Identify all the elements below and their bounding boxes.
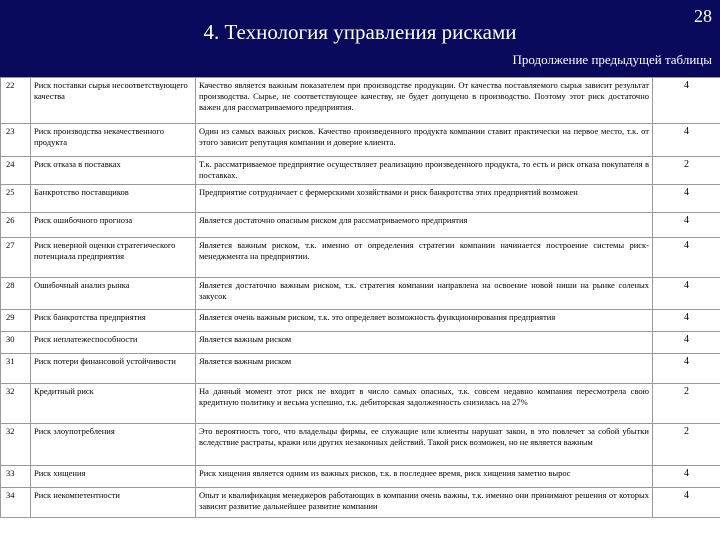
risk-description: Является достаточно опасным риском для рассматриваемого предприятия: [196, 213, 653, 238]
risk-score: 2: [653, 384, 720, 424]
risk-name: Риск отказа в поставках: [31, 157, 196, 185]
risk-description: Риск хищения является одним из важных рисков, т.к. в последнее время, риск хищения заметно вырос: [196, 466, 653, 488]
row-number: 24: [1, 157, 31, 185]
risk-name: Риск хищения: [31, 466, 196, 488]
risk-name: Риск неверной оценки стратегического потенциала предприятия: [31, 238, 196, 278]
risk-score: 4: [653, 466, 720, 488]
table-row: [1, 78, 720, 124]
table-row: [1, 238, 720, 278]
row-number: 26: [1, 213, 31, 238]
risk-name: Ошибочный анализ рынка: [31, 278, 196, 310]
table-row: [1, 488, 720, 518]
risk-score: 2: [653, 157, 720, 185]
risk-name: Риск некомпетентности: [31, 488, 196, 518]
row-number: 28: [1, 278, 31, 310]
risk-score: 4: [653, 278, 720, 310]
risk-description: Т.к. рассматриваемое предприятие осуществляет реализацию произведенного продукта, то есть и риск отказа покупателя в поставках.: [196, 157, 653, 185]
risk-score: 4: [653, 332, 720, 354]
risk-name: Риск поставки сырья несоответствующего качества: [31, 78, 196, 124]
row-number: 33: [1, 466, 31, 488]
table-row: [1, 185, 720, 213]
row-number: 32: [1, 384, 31, 424]
risk-score: 4: [653, 354, 720, 384]
row-number: 32: [1, 424, 31, 466]
row-number: 31: [1, 354, 31, 384]
risk-score: 4: [653, 488, 720, 518]
risk-name: Риск неплатежеспособности: [31, 332, 196, 354]
table-row: [1, 124, 720, 157]
risk-description: Качество является важным показателем при производстве продукции. От качества поставляемого сырья зависит результат производства. Сырье, не соответствующее качеству, не будет допущено в производство. Поэтому этот риск достаточно важен для рассматриваемого предприятия.: [196, 78, 653, 124]
slide-title: 4. Технология управления рисками: [203, 20, 517, 44]
risk-score: 4: [653, 213, 720, 238]
risk-name: Риск потери финансовой устойчивости: [31, 354, 196, 384]
risk-name: Риск банкротства предприятия: [31, 310, 196, 332]
risk-description: Является достаточно важным риском, т.к. стратегия компании направлена на освоение новой ниши на рынке соленых закусок: [196, 278, 653, 310]
risk-description: Является важным риском: [196, 332, 653, 354]
table-row: [1, 384, 720, 424]
risk-description: Является важным риском, т.к. именно от определения стратегии компании начинается построение системы риск-менеджмента на предприятии.: [196, 238, 653, 278]
row-number: 29: [1, 310, 31, 332]
risk-description: Это вероятность того, что владельцы фирмы, ее служащие или клиенты нарушат закон, в это повлечет за собой убытки вследствие растраты, кражи или других незаконных действий. Такой риск возможен, но не является важным: [196, 424, 653, 466]
table-row: [1, 310, 720, 332]
slide-header: [0, 0, 720, 77]
risk-score: 4: [653, 78, 720, 124]
table-row: [1, 354, 720, 384]
risk-description: Один из самых важных рисков. Качество произведенного продукта компании ставит практически на первое место, т.к. от этого зависит репутация компании и доверие клиента.: [196, 124, 653, 157]
risk-score: 4: [653, 310, 720, 332]
risk-name: Риск злоупотребления: [31, 424, 196, 466]
table-row: [1, 332, 720, 354]
row-number: 27: [1, 238, 31, 278]
risk-score: 4: [653, 124, 720, 157]
row-number: 23: [1, 124, 31, 157]
row-number: 25: [1, 185, 31, 213]
risk-description: Является очень важным риском, т.к. это определяет возможность функционирования предприятия: [196, 310, 653, 332]
risk-table: [0, 77, 720, 518]
risk-score: 2: [653, 424, 720, 466]
page-number: 28: [694, 6, 712, 26]
table-row: [1, 278, 720, 310]
risk-description: На данный момент этот риск не входит в число самых опасных, т.к. совсем недавно компания пересмотрела свою кредитную политику и весьма успешно, т.к. дебиторская задолженность снизилась на 27%: [196, 384, 653, 424]
risk-score: 4: [653, 238, 720, 278]
table-row: [1, 424, 720, 466]
table-row: [1, 213, 720, 238]
row-number: 22: [1, 78, 31, 124]
row-number: 34: [1, 488, 31, 518]
risk-description: Предприятие сотрудничает с фермерскими хозяйствами и риск банкротства этих предприятий возможен: [196, 185, 653, 213]
row-number: 30: [1, 332, 31, 354]
continuation-note: Продолжение предыдущей таблицы: [512, 52, 712, 67]
risk-name: Кредитный риск: [31, 384, 196, 424]
risk-description: Опыт и квалификация менеджеров работающих в компании очень важны, т.к. именно они принимают решения от которых зависит развитие дальнейшее развитие компании: [196, 488, 653, 518]
table-row: [1, 466, 720, 488]
risk-score: 4: [653, 185, 720, 213]
table-row: [1, 157, 720, 185]
risk-description: Является важным риском: [196, 354, 653, 384]
risk-name: Риск ошибочного прогноза: [31, 213, 196, 238]
risk-name: Риск производства некачественного продукта: [31, 124, 196, 157]
risk-name: Банкротство поставщиков: [31, 185, 196, 213]
